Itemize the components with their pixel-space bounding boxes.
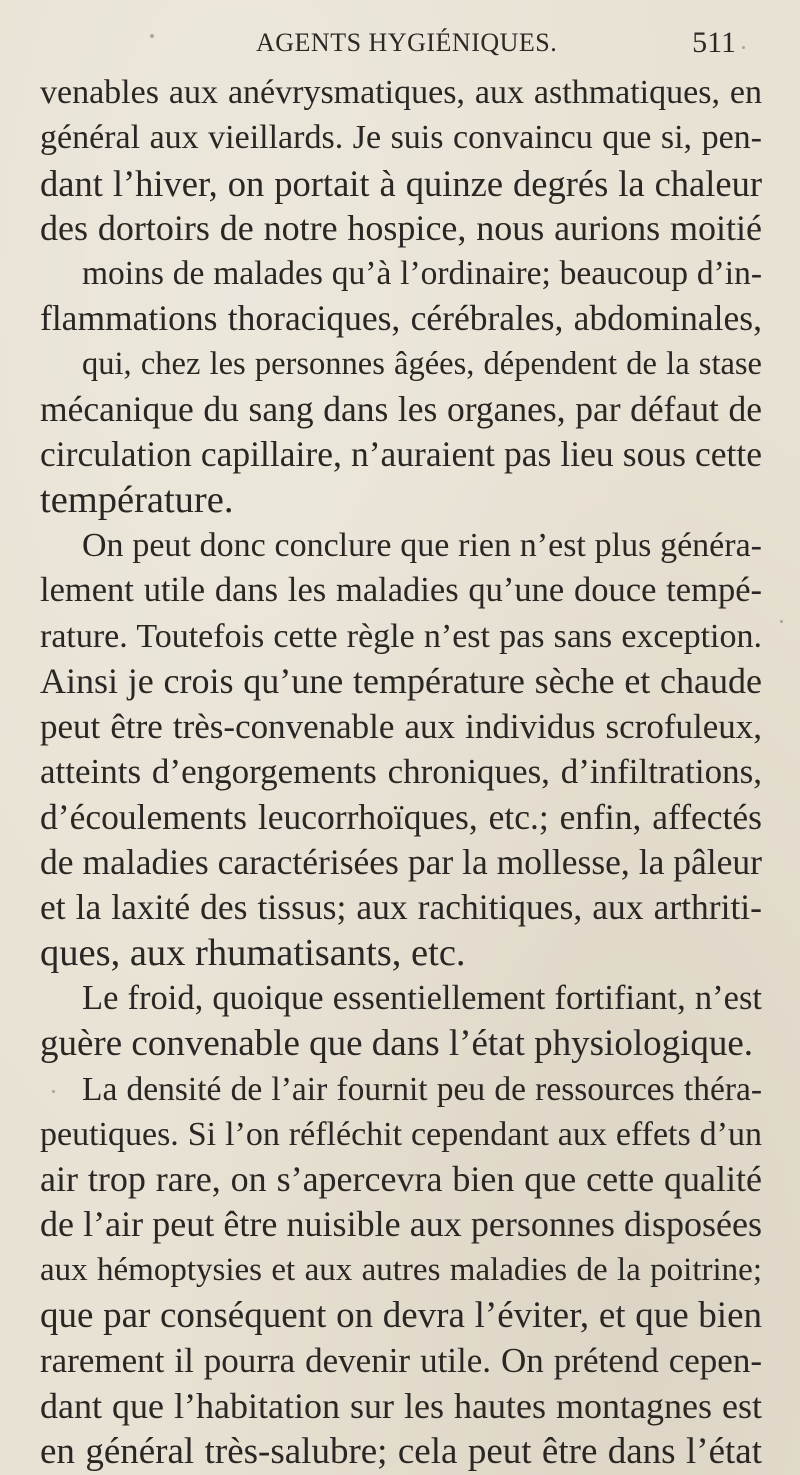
text-line: aux hémoptysies et aux autres maladies de la poitrine; (40, 1251, 762, 1288)
text-line: dant que l’habitation sur les hautes montagnes est (40, 1385, 762, 1426)
text-line: dant l’hiver, on portait à quinze degrés la chaleur (40, 162, 762, 204)
text-line: qui, chez les personnes âgées, dépendent de la stase (82, 345, 762, 382)
text-line: atteints d’engorgements chroniques, d’infiltrations, (40, 752, 762, 792)
paper-speck (742, 46, 745, 49)
text-line: et la laxité des tissus; aux rachitiques, aux arthriti- (40, 887, 762, 928)
text-line: venables aux anévrysmatiques, aux asthmatiques, en (40, 74, 762, 111)
text-line: Le froid, quoique essentiellement fortifiant, n’est (82, 978, 762, 1017)
text-line: des dortoirs de notre hospice, nous aurions moitié (40, 207, 762, 248)
text-line: peut être très-convenable aux individus scrofuleux, (40, 707, 762, 747)
text-line: ques, aux rhumatisants, etc. (40, 931, 466, 974)
text-line: flammations thoraciques, cérébrales, abdominales, (40, 298, 762, 339)
text-line: guère convenable que dans l’état physiologique. (40, 1023, 754, 1065)
body-text (40, 70, 762, 1474)
text-line: en général très-salubre; cela peut être dans l’état (40, 1430, 762, 1472)
running-head: AGENTS HYGIÉNIQUES. (256, 28, 558, 57)
text-line: mécanique du sang dans les organes, par défaut de (40, 389, 762, 430)
page-header (0, 28, 800, 62)
text-line: rarement il pourra devenir utile. On prétend cepen- (40, 1341, 762, 1381)
text-line: général aux vieillards. Je suis convaincu que si, pen- (40, 119, 762, 157)
text-line: de maladies caractérisées par la mollesse, la pâleur (40, 842, 762, 883)
text-line: Ainsi je crois qu’une température sèche et chaude (40, 660, 762, 701)
text-line: On peut donc conclure que rien n’est plus généra- (82, 526, 762, 564)
text-line: peutiques. Si l’on réfléchit cependant aux effets d’un (40, 1115, 762, 1153)
text-line: d’écoulements leucorrhoïques, etc.; enfin, affectés (40, 796, 762, 837)
text-line: température. (40, 478, 234, 521)
page-number: 511 (692, 26, 736, 59)
text-line: La densité de l’air fournit peu de ressources théra- (82, 1070, 762, 1108)
text-line: moins de malades qu’à l’ordinaire; beaucoup d’in- (82, 255, 762, 293)
text-line: de l’air peut être nuisible aux personnes disposées (40, 1204, 762, 1245)
paper-speck (52, 1090, 55, 1093)
paper-speck (150, 34, 154, 38)
text-line: rature. Toutefois cette règle n’est pas sans exception. (40, 617, 762, 655)
text-line: lement utile dans les maladies qu’une douce tempé- (40, 571, 762, 610)
text-line: que par conséquent on devra l’éviter, et que bien (40, 1295, 762, 1337)
text-line: air trop rare, on s’apercevra bien que cette qualité (40, 1159, 762, 1200)
paper-speck (780, 620, 783, 623)
text-line: circulation capillaire, n’auraient pas lieu sous cette (40, 434, 762, 475)
